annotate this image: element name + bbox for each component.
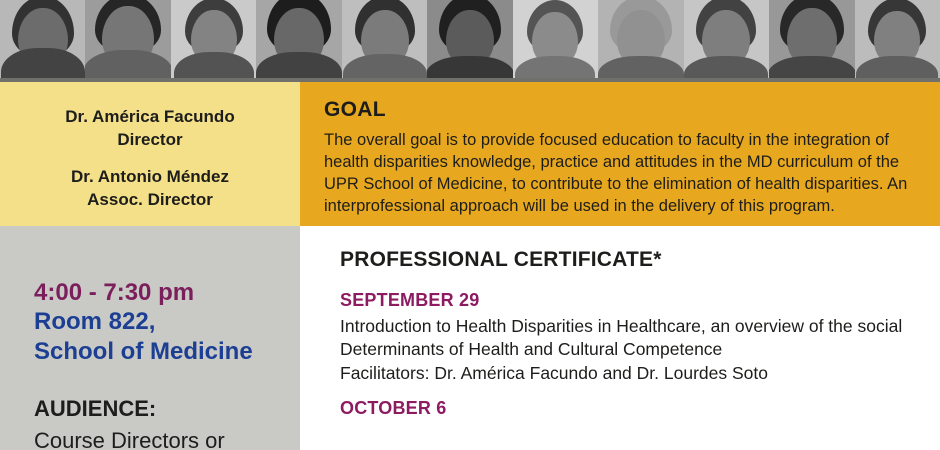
face-photo xyxy=(513,0,598,82)
face-photo xyxy=(427,0,512,82)
face-photo xyxy=(769,0,854,82)
session-item xyxy=(340,398,916,419)
directors-panel xyxy=(0,82,300,226)
session-description: Introduction to Health Disparities in Healthcare, an overview of the social Determinants of Health and Cultural Competence xyxy=(340,316,903,360)
assoc-director-name: Dr. Antonio Méndez xyxy=(70,166,230,186)
event-room: Room 822, xyxy=(34,308,156,336)
event-time: 4:00 - 7:30 pm xyxy=(34,279,195,306)
assoc-director-role: Assoc. Director xyxy=(87,189,213,209)
goal-title: GOAL xyxy=(324,98,386,121)
certificate-title: PROFESSIONAL CERTIFICATE* xyxy=(340,248,662,271)
session-date: OCTOBER 6 xyxy=(340,398,447,419)
face-photo xyxy=(342,0,427,82)
face-photo xyxy=(598,0,683,82)
director-name: Dr. América Facundo xyxy=(65,107,235,126)
director-role: Director xyxy=(117,129,183,149)
audience-label: AUDIENCE: xyxy=(34,395,157,421)
face-photo xyxy=(85,0,170,82)
session-facilitators: Facilitators: Dr. América Facundo and Dr. Lourdes Soto xyxy=(340,363,768,384)
faces-photo-collage xyxy=(0,0,940,82)
session-date: SEPTEMBER 29 xyxy=(340,290,480,310)
event-details-panel xyxy=(0,226,300,450)
session-item xyxy=(340,290,916,385)
goal-panel xyxy=(300,82,940,226)
face-photo xyxy=(855,0,940,82)
face-photo xyxy=(171,0,256,82)
face-photo xyxy=(256,0,341,82)
certificate-panel xyxy=(300,226,940,450)
event-place: School of Medicine xyxy=(34,337,253,365)
audience-text: Course Directors or xyxy=(34,428,225,450)
goal-text: The overall goal is to provide focused education to faculty in the integration of health disparities knowledge, practice and attitudes in the MD curriculum of the UPR School of Medicine, to contribute to the elimination of health disparities. An interprofessional approach will be used in the delivery of this program. xyxy=(324,131,908,215)
face-photo xyxy=(0,0,85,82)
face-photo xyxy=(684,0,769,82)
